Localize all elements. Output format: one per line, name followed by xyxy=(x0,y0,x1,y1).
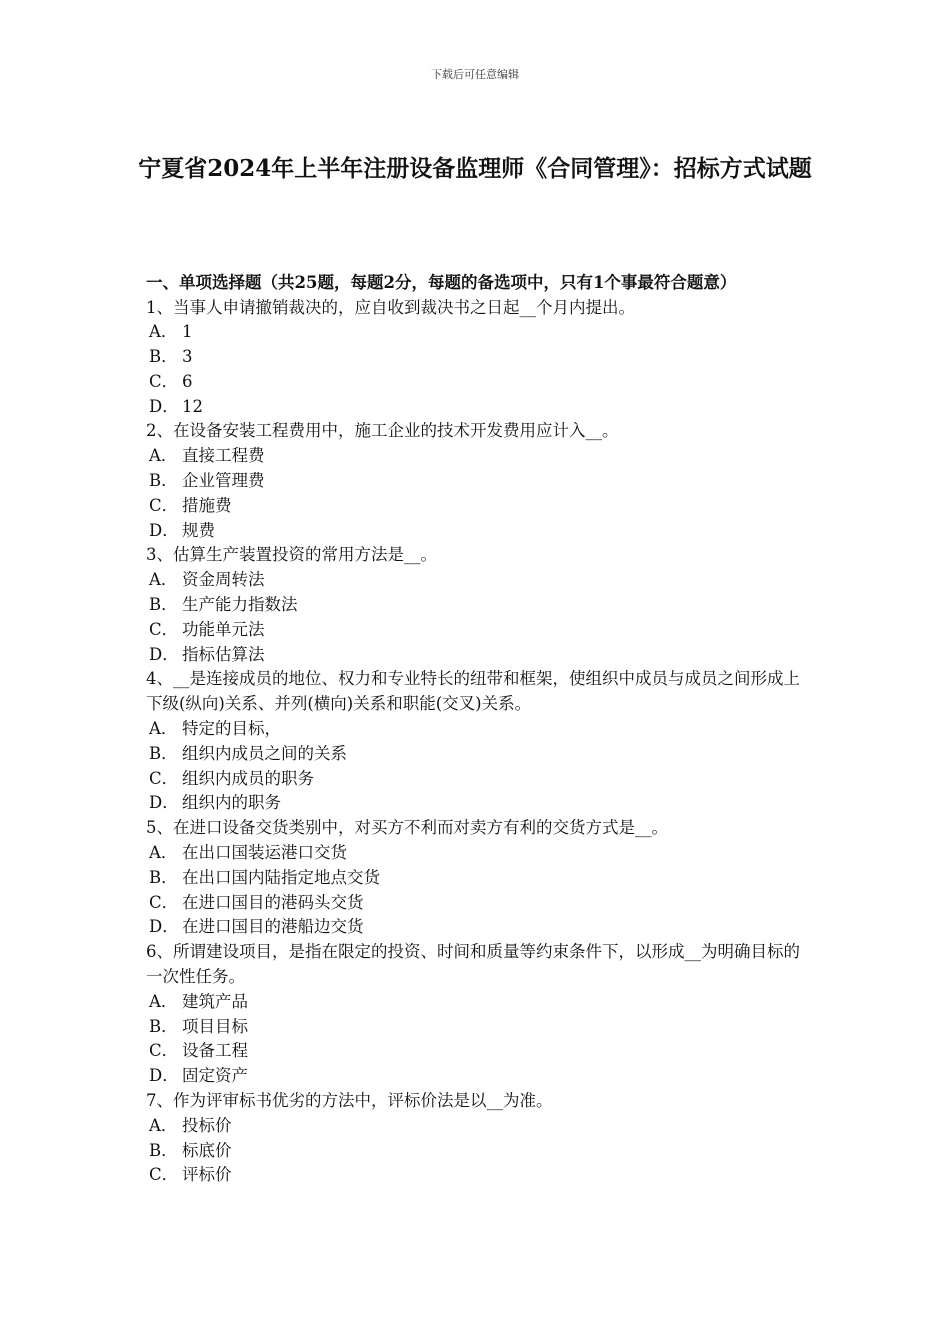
question-item xyxy=(146,940,808,1089)
option-letter: D． xyxy=(149,793,179,813)
option-item xyxy=(146,841,808,866)
option-text: 设备工程 xyxy=(182,1041,248,1061)
option-item xyxy=(146,1163,808,1188)
option-item xyxy=(146,519,808,544)
option-letter: A． xyxy=(149,991,178,1011)
option-item xyxy=(146,568,808,593)
option-letter: C． xyxy=(149,495,179,515)
option-item xyxy=(146,1015,808,1040)
question-item xyxy=(146,816,808,940)
option-letter: A． xyxy=(149,322,178,342)
option-text: 12 xyxy=(182,396,203,416)
option-text: 企业管理费 xyxy=(182,471,265,491)
option-letter: C． xyxy=(149,619,179,639)
question-stem: 7、作为评审标书优劣的方法中，评标价法是以__为准。 xyxy=(146,1091,553,1110)
option-text: 在进口国目的港码头交货 xyxy=(182,892,364,912)
option-letter: D． xyxy=(149,1066,179,1086)
option-letter: A． xyxy=(149,1115,178,1135)
question-stem: 5、在进口设备交货类别中，对买方不利而对卖方有利的交货方式是__。 xyxy=(146,818,668,838)
section-heading: 一、单项选择题（共25题，每题2分，每题的备选项中，只有1个事最符合题意） xyxy=(146,273,737,292)
option-text: 特定的目标， xyxy=(182,719,281,739)
option-text: 在出口国装运港口交货 xyxy=(182,843,347,863)
option-letter: D． xyxy=(149,644,179,664)
option-letter: C． xyxy=(149,892,179,912)
option-letter: A． xyxy=(149,446,178,466)
option-letter: C． xyxy=(149,1165,179,1185)
option-item xyxy=(146,717,808,742)
question-list xyxy=(146,296,808,1189)
option-letter: D． xyxy=(149,917,179,937)
question-item xyxy=(146,419,808,543)
option-item xyxy=(146,866,808,891)
option-letter: B． xyxy=(149,1016,178,1036)
document-title: 宁夏省2024年上半年注册设备监理师《合同管理》：招标方式试题 xyxy=(138,155,812,182)
option-letter: B． xyxy=(149,743,178,763)
option-text: 3 xyxy=(182,347,193,367)
option-item xyxy=(146,618,808,643)
option-text: 措施费 xyxy=(182,495,232,515)
option-item xyxy=(146,990,808,1015)
option-text: 标底价 xyxy=(182,1140,232,1160)
option-item xyxy=(146,1139,808,1164)
option-text: 指标估算法 xyxy=(182,644,265,664)
option-item xyxy=(146,469,808,494)
question-item xyxy=(146,667,808,816)
option-text: 6 xyxy=(182,371,193,391)
option-letter: D． xyxy=(149,520,179,540)
document-body xyxy=(146,271,808,1188)
option-item xyxy=(146,395,808,420)
option-letter: B． xyxy=(149,595,178,615)
option-letter: C． xyxy=(149,768,179,788)
option-item xyxy=(146,494,808,519)
option-item xyxy=(146,444,808,469)
option-item xyxy=(146,643,808,668)
option-item xyxy=(146,320,808,345)
option-item xyxy=(146,915,808,940)
question-stem: 2、在设备安装工程费用中，施工企业的技术开发费用应计入__。 xyxy=(146,421,619,441)
option-item xyxy=(146,791,808,816)
option-text: 固定资产 xyxy=(182,1066,248,1086)
option-text: 直接工程费 xyxy=(182,446,265,466)
question-stem: 3、估算生产装置投资的常用方法是__。 xyxy=(146,545,437,565)
option-list xyxy=(146,320,808,419)
option-item xyxy=(146,593,808,618)
option-text: 资金周转法 xyxy=(182,570,265,590)
option-text: 在进口国目的港船边交货 xyxy=(182,917,364,937)
option-letter: A． xyxy=(149,570,178,590)
header-note: 下载后可任意编辑 xyxy=(431,68,519,81)
option-list xyxy=(146,444,808,543)
option-letter: D． xyxy=(149,396,179,416)
question-stem: 6、所谓建设项目，是指在限定的投资、时间和质量等约束条件下，以形成__为明确目标的一次性任务。 xyxy=(146,942,800,987)
option-item xyxy=(146,1064,808,1089)
option-letter: B． xyxy=(149,867,178,887)
option-item xyxy=(146,891,808,916)
question-item xyxy=(146,543,808,667)
option-text: 功能单元法 xyxy=(182,619,265,639)
option-item xyxy=(146,1039,808,1064)
question-stem: 1、当事人申请撤销裁决的，应自收到裁决书之日起__个月内提出。 xyxy=(146,297,635,317)
option-item xyxy=(146,345,808,370)
option-letter: B． xyxy=(149,347,178,367)
option-text: 组织内成员之间的关系 xyxy=(182,743,347,763)
option-text: 投标价 xyxy=(182,1115,232,1135)
option-list xyxy=(146,990,808,1089)
question-item xyxy=(146,1089,808,1188)
option-text: 生产能力指数法 xyxy=(182,595,298,615)
option-item xyxy=(146,742,808,767)
option-letter: B． xyxy=(149,471,178,491)
option-letter: A． xyxy=(149,843,178,863)
option-letter: C． xyxy=(149,1041,179,1061)
option-list xyxy=(146,568,808,667)
question-stem: 4、__是连接成员的地位、权力和专业特长的纽带和框架，使组织中成员与成员之间形成上下级(纵向)关系、并列(横向)关系和职能(交叉)关系。 xyxy=(146,669,800,714)
option-text: 组织内成员的职务 xyxy=(182,768,314,788)
question-item xyxy=(146,296,808,420)
option-item xyxy=(146,767,808,792)
option-letter: B． xyxy=(149,1140,178,1160)
option-text: 项目目标 xyxy=(182,1016,248,1036)
option-text: 组织内的职务 xyxy=(182,793,281,813)
option-letter: A． xyxy=(149,719,178,739)
option-letter: C． xyxy=(149,371,179,391)
option-item xyxy=(146,370,808,395)
option-item xyxy=(146,1114,808,1139)
option-list xyxy=(146,1114,808,1188)
option-list xyxy=(146,717,808,816)
option-text: 建筑产品 xyxy=(182,991,248,1011)
option-text: 在出口国内陆指定地点交货 xyxy=(182,867,380,887)
option-text: 评标价 xyxy=(182,1165,232,1185)
option-text: 规费 xyxy=(182,520,215,540)
option-list xyxy=(146,841,808,940)
option-text: 1 xyxy=(182,322,193,342)
